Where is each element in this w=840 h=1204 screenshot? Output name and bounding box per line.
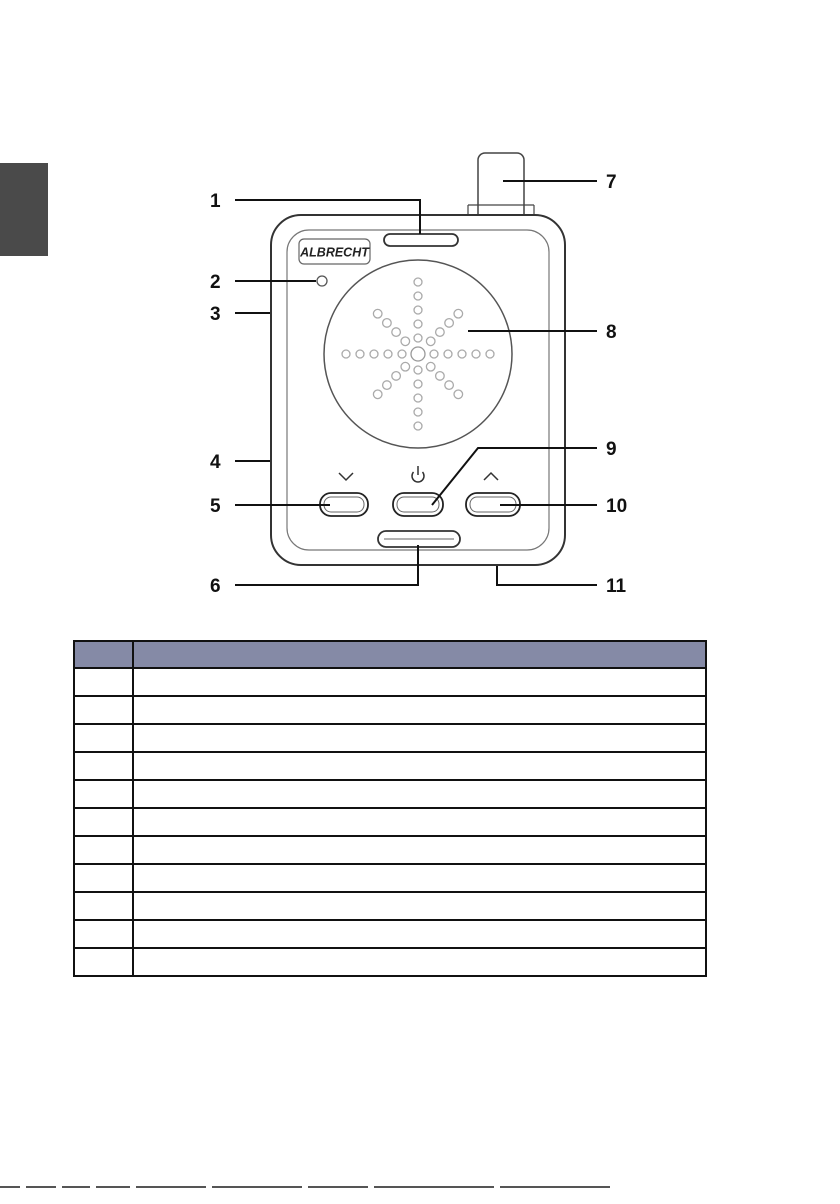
callout-6: 6 [210,576,221,597]
table-cell [133,724,706,752]
table-row [74,892,706,920]
callout-7: 7 [606,172,617,193]
table-cell [74,892,133,920]
callout-2: 2 [210,272,221,293]
table-cell [133,920,706,948]
table-cell [74,836,133,864]
callout-3: 3 [210,304,221,325]
table-cell [74,696,133,724]
table-cell [133,780,706,808]
callout-9: 9 [606,439,617,460]
table-row [74,752,706,780]
callout-10: 10 [606,496,628,517]
table-cell [74,780,133,808]
table-header-row [74,641,706,668]
table-cell [74,808,133,836]
callout-1: 1 [210,191,221,212]
table-cell [74,724,133,752]
table-header-cell [133,641,706,668]
table-cell [133,808,706,836]
power-button[interactable] [393,493,443,516]
top-slot [384,234,458,246]
antenna [478,153,524,223]
table-cell [74,948,133,976]
table-row [74,920,706,948]
table-cell [133,948,706,976]
table-row [74,948,706,976]
callout-5: 5 [210,496,221,517]
table-cell [133,836,706,864]
parts-table [73,640,707,977]
led-indicator [317,276,327,286]
footer-rule [0,1186,840,1192]
callout-4: 4 [210,452,221,473]
table-row [74,696,706,724]
table-cell [133,696,706,724]
brand-text: ALBRECHT [300,245,369,260]
table-row [74,668,706,696]
table-cell [133,864,706,892]
table-cell [74,752,133,780]
table-row [74,836,706,864]
table-cell [74,864,133,892]
table-cell [74,920,133,948]
callout-11: 11 [606,576,627,597]
table-row [74,864,706,892]
table-row [74,808,706,836]
table-cell [74,668,133,696]
table-header-cell [74,641,133,668]
callout-8: 8 [606,322,617,343]
table-cell [133,892,706,920]
table-row [74,780,706,808]
table-cell [133,752,706,780]
table-cell [133,668,706,696]
table-row [74,724,706,752]
